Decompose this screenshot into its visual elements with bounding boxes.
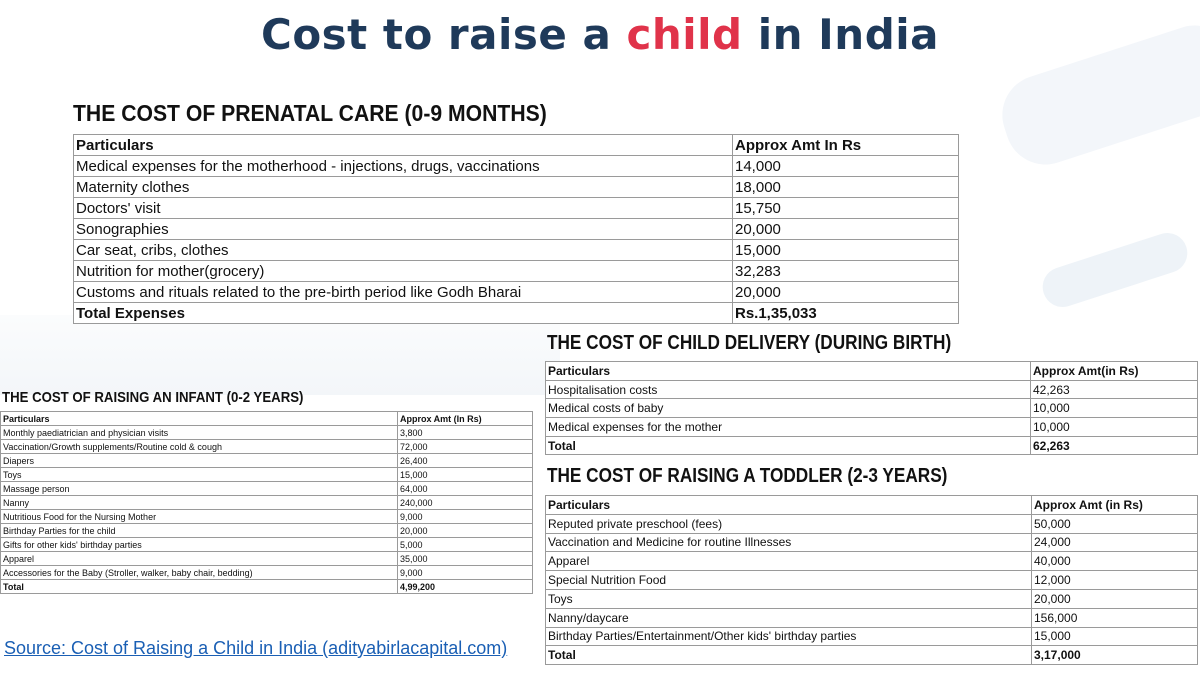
table-row bbox=[546, 589, 1198, 608]
amount-cell: 32,283 bbox=[733, 261, 959, 282]
table-total-row bbox=[1, 580, 533, 594]
toddler-table bbox=[545, 495, 1198, 665]
table-row bbox=[1, 440, 533, 454]
particulars-cell: Reputed private preschool (fees) bbox=[546, 514, 1032, 533]
table-total-row bbox=[546, 646, 1198, 665]
amount-cell: 24,000 bbox=[1032, 533, 1198, 552]
particulars-cell: Particulars bbox=[546, 362, 1031, 381]
particulars-cell: Accessories for the Baby (Stroller, walker, baby chair, bedding) bbox=[1, 566, 398, 580]
table-header-row bbox=[74, 135, 959, 156]
table-row bbox=[74, 282, 959, 303]
prenatal-table bbox=[73, 134, 959, 324]
amount-cell: 9,000 bbox=[398, 566, 533, 580]
particulars-cell: Medical expenses for the mother bbox=[546, 418, 1031, 437]
particulars-cell: Doctors' visit bbox=[74, 198, 733, 219]
particulars-cell: Toys bbox=[546, 589, 1032, 608]
table-row bbox=[1, 468, 533, 482]
particulars-cell: Monthly paediatrician and physician visits bbox=[1, 426, 398, 440]
amount-cell: 20,000 bbox=[398, 524, 533, 538]
amount-cell: 3,800 bbox=[398, 426, 533, 440]
table-total-row bbox=[546, 436, 1198, 455]
amount-cell: Rs.1,35,033 bbox=[733, 303, 959, 324]
amount-cell: 15,000 bbox=[398, 468, 533, 482]
infant-table bbox=[0, 411, 533, 594]
amount-cell: 26,400 bbox=[398, 454, 533, 468]
particulars-cell: Total Expenses bbox=[74, 303, 733, 324]
prenatal-heading: THE COST OF PRENATAL CARE (0-9 MONTHS) bbox=[73, 100, 547, 126]
amount-cell: 20,000 bbox=[1032, 589, 1198, 608]
particulars-cell: Apparel bbox=[1, 552, 398, 566]
delivery-table bbox=[545, 361, 1198, 455]
table-row bbox=[1, 496, 533, 510]
amount-cell: 42,263 bbox=[1031, 380, 1198, 399]
table-row bbox=[74, 240, 959, 261]
particulars-cell: Customs and rituals related to the pre-birth period like Godh Bharai bbox=[74, 282, 733, 303]
particulars-cell: Hospitalisation costs bbox=[546, 380, 1031, 399]
table-header-row bbox=[1, 412, 533, 426]
amount-cell: 18,000 bbox=[733, 177, 959, 198]
particulars-cell: Gifts for other kids' birthday parties bbox=[1, 538, 398, 552]
table-row bbox=[546, 514, 1198, 533]
table-row bbox=[74, 177, 959, 198]
amount-cell: 35,000 bbox=[398, 552, 533, 566]
amount-cell: 14,000 bbox=[733, 156, 959, 177]
particulars-cell: Particulars bbox=[1, 412, 398, 426]
table-header-row bbox=[546, 362, 1198, 381]
particulars-cell: Diapers bbox=[1, 454, 398, 468]
particulars-cell: Particulars bbox=[546, 496, 1032, 515]
particulars-cell: Particulars bbox=[74, 135, 733, 156]
table-header-row bbox=[546, 496, 1198, 515]
amount-cell: Approx Amt In Rs bbox=[733, 135, 959, 156]
amount-cell: 40,000 bbox=[1032, 552, 1198, 571]
toddler-heading: THE COST OF RAISING A TODDLER (2-3 YEARS) bbox=[547, 465, 948, 487]
source-link[interactable]: Source: Cost of Raising a Child in India (adityabirlacapital.com) bbox=[4, 638, 508, 658]
amount-cell: 4,99,200 bbox=[398, 580, 533, 594]
particulars-cell: Nutritious Food for the Nursing Mother bbox=[1, 510, 398, 524]
table-row bbox=[546, 380, 1198, 399]
amount-cell: 64,000 bbox=[398, 482, 533, 496]
title-prefix: Cost to raise a bbox=[261, 10, 612, 59]
table-row bbox=[1, 538, 533, 552]
amount-cell: 12,000 bbox=[1032, 571, 1198, 590]
particulars-cell: Special Nutrition Food bbox=[546, 571, 1032, 590]
particulars-cell: Apparel bbox=[546, 552, 1032, 571]
table-row bbox=[74, 219, 959, 240]
table-row bbox=[546, 608, 1198, 627]
amount-cell: 10,000 bbox=[1031, 399, 1198, 418]
particulars-cell: Sonographies bbox=[74, 219, 733, 240]
table-row bbox=[546, 552, 1198, 571]
table-row bbox=[74, 261, 959, 282]
amount-cell: 15,750 bbox=[733, 198, 959, 219]
amount-cell: 20,000 bbox=[733, 219, 959, 240]
amount-cell: 5,000 bbox=[398, 538, 533, 552]
table-row bbox=[546, 418, 1198, 437]
table-row bbox=[1, 482, 533, 496]
table-row bbox=[1, 566, 533, 580]
particulars-cell: Vaccination and Medicine for routine Illnesses bbox=[546, 533, 1032, 552]
particulars-cell: Nutrition for mother(grocery) bbox=[74, 261, 733, 282]
table-row bbox=[74, 198, 959, 219]
amount-cell: 10,000 bbox=[1031, 418, 1198, 437]
particulars-cell: Medical costs of baby bbox=[546, 399, 1031, 418]
amount-cell: 50,000 bbox=[1032, 514, 1198, 533]
amount-cell: 9,000 bbox=[398, 510, 533, 524]
table-row bbox=[1, 426, 533, 440]
particulars-cell: Total bbox=[1, 580, 398, 594]
table-row bbox=[1, 552, 533, 566]
title-suffix: in India bbox=[757, 10, 939, 59]
table-row bbox=[546, 627, 1198, 646]
particulars-cell: Medical expenses for the motherhood - injections, drugs, vaccinations bbox=[74, 156, 733, 177]
particulars-cell: Car seat, cribs, clothes bbox=[74, 240, 733, 261]
amount-cell: 20,000 bbox=[733, 282, 959, 303]
amount-cell: 72,000 bbox=[398, 440, 533, 454]
amount-cell: Approx Amt(in Rs) bbox=[1031, 362, 1198, 381]
title-highlight: child bbox=[626, 10, 743, 59]
amount-cell: 62,263 bbox=[1031, 436, 1198, 455]
table-row bbox=[546, 399, 1198, 418]
particulars-cell: Nanny/daycare bbox=[546, 608, 1032, 627]
amount-cell: Approx Amt (In Rs) bbox=[398, 412, 533, 426]
page-title bbox=[0, 10, 1200, 59]
table-row bbox=[74, 156, 959, 177]
amount-cell: 15,000 bbox=[1032, 627, 1198, 646]
particulars-cell: Maternity clothes bbox=[74, 177, 733, 198]
table-row bbox=[1, 510, 533, 524]
particulars-cell: Nanny bbox=[1, 496, 398, 510]
amount-cell: 240,000 bbox=[398, 496, 533, 510]
infant-heading: THE COST OF RAISING AN INFANT (0-2 YEARS) bbox=[2, 389, 304, 406]
particulars-cell: Vaccination/Growth supplements/Routine cold & cough bbox=[1, 440, 398, 454]
particulars-cell: Toys bbox=[1, 468, 398, 482]
amount-cell: Approx Amt (in Rs) bbox=[1032, 496, 1198, 515]
table-row bbox=[546, 533, 1198, 552]
particulars-cell: Massage person bbox=[1, 482, 398, 496]
delivery-heading: THE COST OF CHILD DELIVERY (DURING BIRTH) bbox=[547, 332, 952, 354]
particulars-cell: Total bbox=[546, 646, 1032, 665]
amount-cell: 3,17,000 bbox=[1032, 646, 1198, 665]
amount-cell: 156,000 bbox=[1032, 608, 1198, 627]
background-shape bbox=[1037, 228, 1192, 312]
table-row bbox=[546, 571, 1198, 590]
particulars-cell: Birthday Parties for the child bbox=[1, 524, 398, 538]
background-band bbox=[0, 315, 560, 395]
amount-cell: 15,000 bbox=[733, 240, 959, 261]
table-row bbox=[1, 524, 533, 538]
table-total-row bbox=[74, 303, 959, 324]
table-row bbox=[1, 454, 533, 468]
particulars-cell: Birthday Parties/Entertainment/Other kids' birthday parties bbox=[546, 627, 1032, 646]
particulars-cell: Total bbox=[546, 436, 1031, 455]
